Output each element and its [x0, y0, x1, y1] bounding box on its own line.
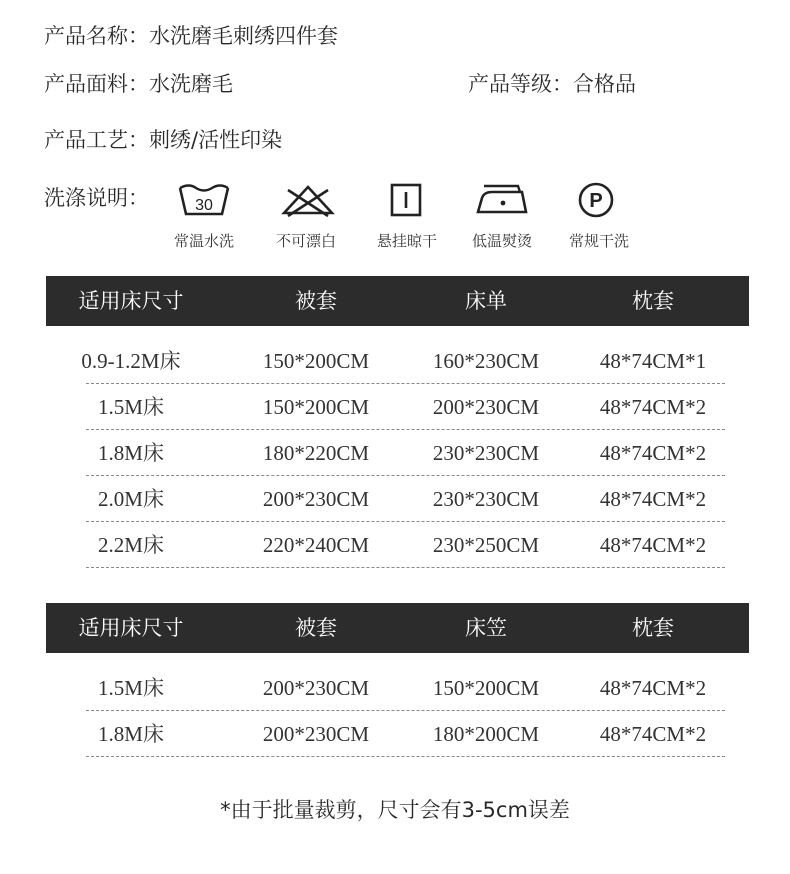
table-row [46, 476, 749, 522]
cell-bed-size: 1.5M床 [98, 676, 164, 700]
wash-30-icon [174, 182, 234, 218]
dry-clean-p-icon [566, 180, 626, 220]
cell-pillowcase: 48*74CM*2 [599, 533, 707, 557]
care-label-wash: 常温水洗 [173, 232, 234, 250]
table-row [46, 665, 749, 711]
wash-instructions-title: 洗涤说明： [44, 186, 149, 210]
cell-bed-size: 2.0M床 [98, 487, 164, 511]
cell-bed-size: 0.9-1.2M床 [81, 349, 181, 373]
header-bed-size: 适用床尺寸 [78, 616, 184, 640]
cell-bed-sheet: 200*230CM [432, 395, 540, 419]
table-row [46, 384, 749, 430]
table-row [46, 338, 749, 384]
cell-duvet-cover: 200*230CM [262, 722, 370, 746]
hang-dry-icon [376, 182, 436, 218]
product-name: 产品名称：水洗磨毛刺绣四件套 [44, 24, 338, 48]
cell-pillowcase: 48*74CM*2 [599, 395, 707, 419]
product-craft: 产品工艺：刺绣/活性印染 [44, 128, 283, 152]
header-pillowcase: 枕套 [632, 289, 674, 313]
cell-pillowcase: 48*74CM*2 [599, 441, 707, 465]
cell-pillowcase: 48*74CM*1 [599, 349, 707, 373]
cell-pillowcase: 48*74CM*2 [599, 722, 707, 746]
low-iron-icon [472, 182, 532, 218]
cell-duvet-cover: 200*230CM [262, 487, 370, 511]
cell-fitted-sheet: 150*200CM [432, 676, 540, 700]
cell-bed-sheet: 230*230CM [432, 441, 540, 465]
cell-bed-sheet: 230*230CM [432, 487, 540, 511]
care-label-no-bleach: 不可漂白 [275, 232, 336, 250]
cell-duvet-cover: 150*200CM [262, 349, 370, 373]
cell-bed-size: 1.8M床 [98, 722, 164, 746]
header-fitted-sheet: 床笠 [465, 616, 507, 640]
table-header [46, 603, 749, 653]
cell-pillowcase: 48*74CM*2 [599, 676, 707, 700]
cell-bed-sheet: 230*250CM [432, 533, 540, 557]
cell-duvet-cover: 150*200CM [262, 395, 370, 419]
svg-text:P: P [589, 190, 603, 212]
size-table-sheet [46, 276, 749, 568]
size-tolerance-note: *由于批量裁剪，尺寸会有3-5cm误差 [220, 798, 570, 822]
care-label-iron: 低温熨烫 [471, 232, 532, 250]
cell-duvet-cover: 200*230CM [262, 676, 370, 700]
cell-fitted-sheet: 180*200CM [432, 722, 540, 746]
svg-text:30: 30 [195, 197, 213, 214]
product-fabric: 产品面料：水洗磨毛 [44, 72, 233, 96]
header-pillowcase: 枕套 [632, 616, 674, 640]
care-label-dry-clean: 常规干洗 [568, 232, 629, 250]
table-header [46, 276, 749, 326]
cell-duvet-cover: 180*220CM [262, 441, 370, 465]
cell-bed-sheet: 160*230CM [432, 349, 540, 373]
cell-bed-size: 2.2M床 [98, 533, 164, 557]
cell-bed-size: 1.5M床 [98, 395, 164, 419]
table-row [46, 430, 749, 476]
table-row [46, 711, 749, 757]
cell-duvet-cover: 220*240CM [262, 533, 370, 557]
header-duvet-cover: 被套 [295, 616, 337, 640]
cell-pillowcase: 48*74CM*2 [599, 487, 707, 511]
header-bed-size: 适用床尺寸 [78, 289, 184, 313]
care-label-hang-dry: 悬挂晾干 [376, 232, 437, 250]
table-row [46, 522, 749, 568]
header-duvet-cover: 被套 [295, 289, 337, 313]
no-bleach-icon [278, 182, 338, 218]
product-grade: 产品等级：合格品 [468, 72, 636, 96]
size-table-fitted-sheet [46, 603, 749, 757]
header-bed-sheet: 床单 [465, 289, 507, 313]
cell-bed-size: 1.8M床 [98, 441, 164, 465]
